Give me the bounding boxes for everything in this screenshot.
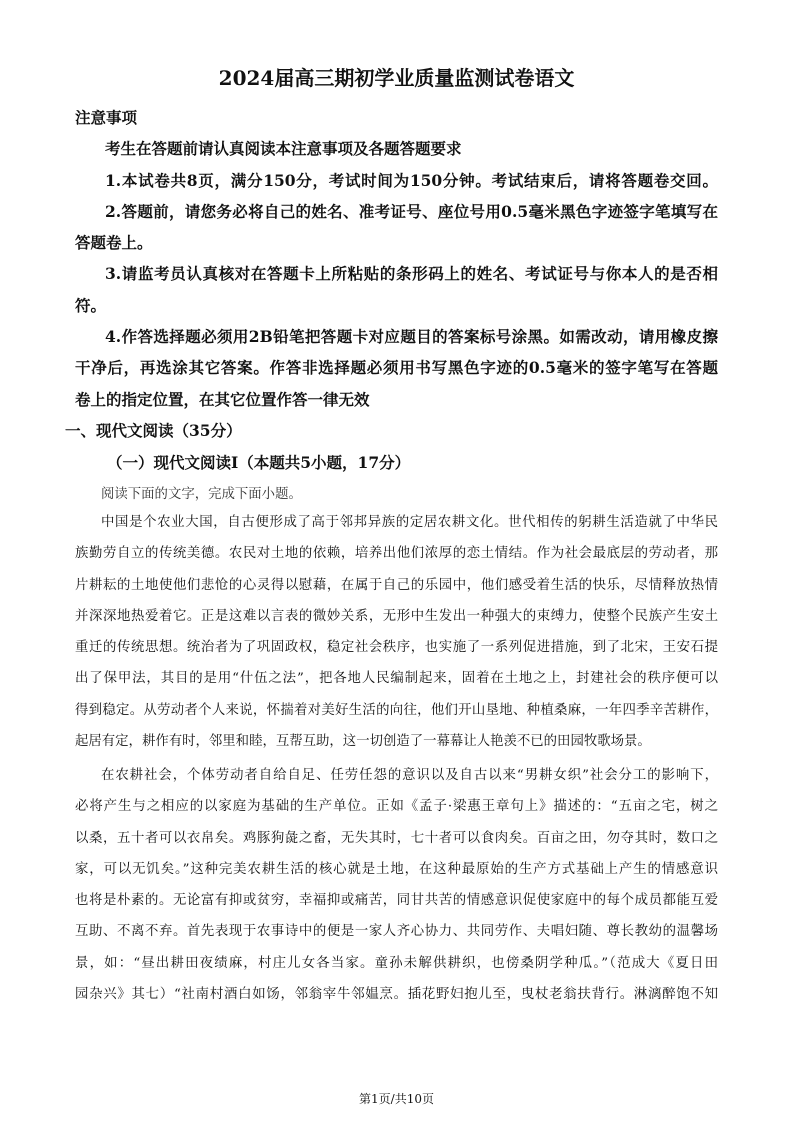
- passage-line: 起居有定，耕作有时，邻里和睦，互帮互助，这一切创造了一幕幕让人艳羡不已的田园牧歌场景。: [75, 734, 651, 750]
- passage-line: 并深深地热爱着它。正是这难以言表的微妙关系，无形中生发出一种强大的束缚力，使整个民族产生安土: [75, 608, 718, 624]
- exam-title: 2024届高三期初学业质量监测试卷语文: [218, 66, 575, 90]
- passage-paragraph-1: [75, 507, 718, 757]
- section-heading: 一、现代文阅读（35分）: [65, 420, 242, 440]
- passage-line: 家，可以无饥矣。”这种完美农耕生活的核心就是土地，在这种最原始的生产方式基础上产生的情感意识: [75, 861, 718, 877]
- notes-line: 答题卷上。: [75, 233, 153, 253]
- notes-line: 干净后，再选涂其它答案。作答非选择题必须用书写黑色字迹的0.5毫米的签字笔写在答题: [75, 358, 718, 378]
- notes-line: 3.请监考员认真核对在答题卡上所粘贴的条形码上的姓名、考试证号与你本人的是否相: [105, 264, 718, 284]
- notes-line: 4.作答选择题必须用2B铅笔把答题卡对应题目的答案标号涂黑。如需改动，请用橡皮擦: [105, 327, 718, 347]
- passage-line: 得到稳定。从劳动者个人来说，怀揣着对美好生活的向往，他们开山垦地、种植桑麻，一年四季辛苦耕作，: [75, 702, 718, 718]
- passage-line: 园杂兴》其七）“社南村酒白如饧，邻翁宰牛邻媪烹。插花野妇抱儿至，曳杖老翁扶背行。淋漓醉饱不知: [75, 987, 718, 1003]
- notes-line: 考生在答题前请认真阅读本注意事项及各题答题要求: [105, 139, 462, 159]
- passage-line: 片耕耘的土地使他们悲怆的心灵得以慰藉，在属于自己的乐园中，他们感受着生活的快乐，尽情释放热情: [75, 577, 718, 593]
- passage-line: 以桑，五十者可以衣帛矣。鸡豚狗彘之畜，无失其时，七十者可以食肉矣。百亩之田，勿夺其时，数口之: [75, 830, 718, 846]
- notes-section: [65, 102, 718, 511]
- passage-paragraph-2: [75, 760, 718, 1010]
- passage-line: 出了保甲法，其目的是用“什伍之法”，把各地人民编制起来，固着在土地之上，封建社会的秩序便可以: [75, 671, 718, 687]
- page-number: 第1页/共10页: [359, 1092, 434, 1106]
- passage-line: 族勤劳自立的传统美德。农民对土地的依赖，培养出他们浓厚的恋土情结。作为社会最底层的劳动者，那: [75, 546, 718, 562]
- passage-line: 重迁的传统思想。统治者为了巩固政权，稳定社会秩序，也实施了一系列促进措施，到了北宋，王安石提: [75, 640, 718, 656]
- passage-line: 景，如：“昼出耕田夜绩麻，村庄儿女各当家。童孙未解供耕织，也傍桑阴学种瓜。”（范成大《夏日田: [75, 955, 718, 971]
- notes-heading: 注意事项: [75, 108, 138, 127]
- notes-line: 符。: [75, 295, 107, 315]
- notes-line: 卷上的指定位置，在其它位置作答一律无效: [75, 389, 370, 409]
- passage-line: 在农耕社会，个体劳动者自给自足、任劳任怨的意识以及自古以来“男耕女织”社会分工的影响下，: [101, 768, 718, 783]
- passage-line: 也将是朴素的。无论富有抑或贫穷，幸福抑或痛苦，同甘共苦的情感意识促使家庭中的每个成员都能互爱: [75, 893, 718, 909]
- passage-line: 互助、不离不弃。首先表现于农事诗中的便是一家人齐心协力、共同劳作、夫唱妇随、尊长教幼的温馨场: [75, 924, 718, 940]
- passage-line: 必将产生与之相应的以家庭为基础的生产单位。正如《孟子·梁惠王章句上》描述的：“五亩之宅，树之: [75, 799, 718, 815]
- notes-line: 2.答题前，请您务必将自己的姓名、准考证号、座位号用0.5毫米黑色字迹签字笔填写在: [105, 201, 718, 221]
- subsection-heading: （一）现代文阅读Ⅰ（本题共5小题，17分）: [107, 453, 411, 473]
- notes-line: 1.本试卷共8页，满分150分，考试时间为150分钟。考试结束后，请将答题卷交回。: [105, 170, 718, 190]
- passage-line: 中国是个农业大国，自古便形成了高于邻邦异族的定居农耕文化。世代相传的躬耕生活造就了中华民: [101, 515, 718, 530]
- reading-instruction: 阅读下面的文字，完成下面小题。: [101, 487, 302, 503]
